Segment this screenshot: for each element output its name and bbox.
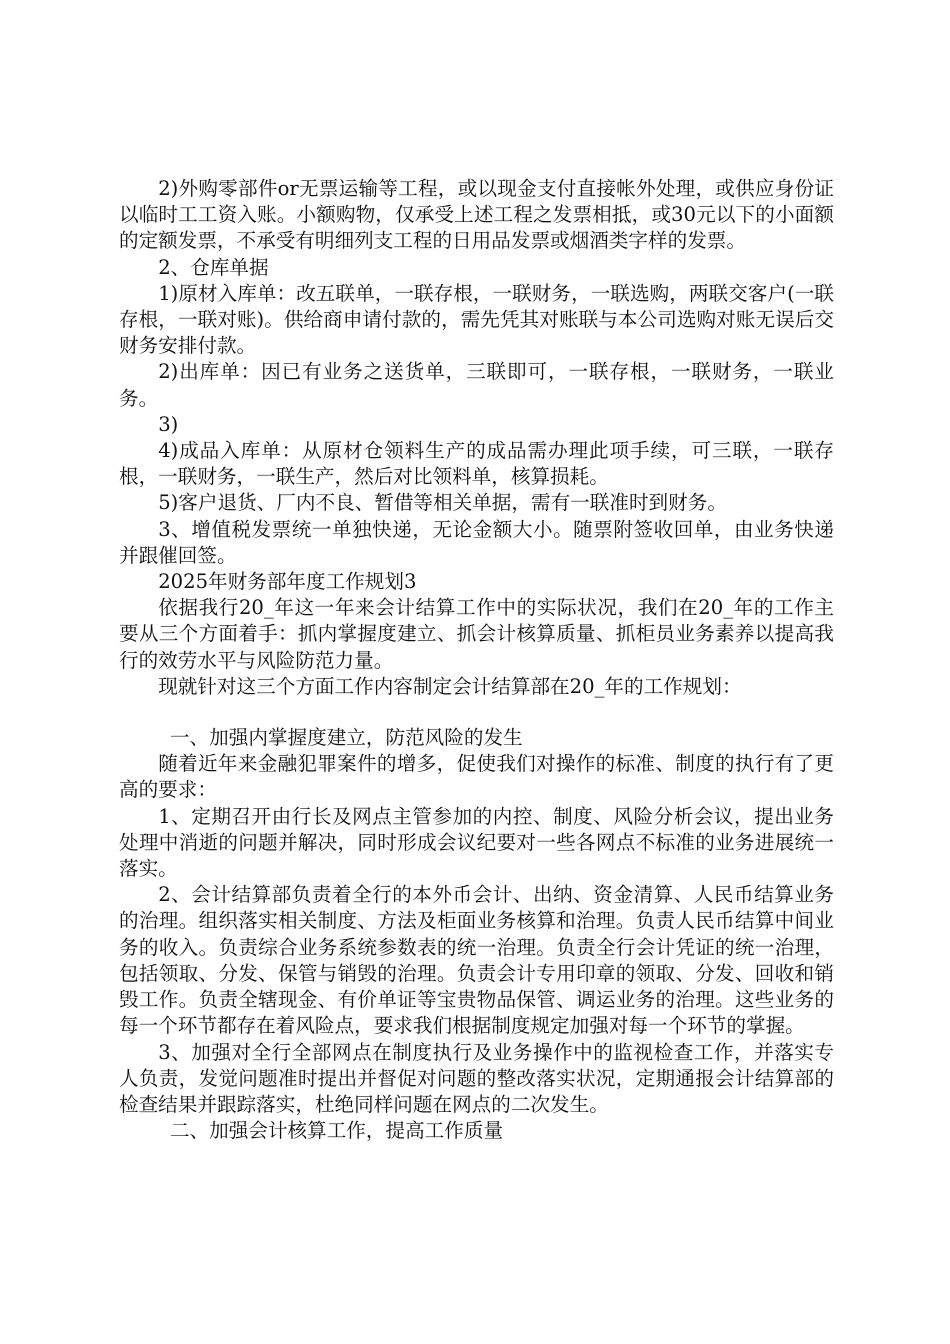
heading-warehouse-documents: 2、仓库单据	[158, 255, 269, 279]
paragraph-supervision-inspection: 3、加强对全行全部网点在制度执行及业务操作中的监视检查工作，并落实专人负责，发觉问题准时提出并督促对问题的整改落实状况，定期通报会计结算部的检查结果并跟踪落实，杜绝同样问题在网点的二次发生。	[119, 1040, 834, 1116]
paragraph-financial-crime: 随着近年来金融犯罪案件的增多，促使我们对操作的标准、制度的执行有了更高的要求：	[119, 752, 834, 802]
paragraph-item-3: 3)	[158, 412, 179, 436]
heading-internal-control: 一、加强内掌握度建立，防范风险的发生	[169, 726, 523, 750]
paragraph-regular-meetings: 1、定期召开由行长及网点主管参加的内控、制度、风险分析会议，提出业务处理中消逝的问题并解决，同时形成会议纪要对一些各网点不标准的业务进展统一落实。	[119, 804, 834, 881]
paragraph-plan-statement: 现就针对这三个方面工作内容制定会计结算部在20_年的工作规划：	[158, 674, 742, 698]
paragraph-outsourced-parts: 2)外购零部件or无票运输等工程，或以现金支付直接帐外处理，或供应身份证以临时工工资入账。小额购物，仅承受上述工程之发票相抵，或30元以下的小面额的定额发票，不承受有明细列支工程的日用品发票或烟酒类字样的发票。	[119, 177, 834, 253]
paragraph-customer-returns: 5)客户退货、厂内不良、暂借等相关单据，需有一联准时到财务。	[158, 491, 727, 515]
document-body	[119, 176, 834, 1144]
heading-accounting-quality: 二、加强会计核算工作，提高工作质量	[169, 1119, 504, 1143]
paragraph-vat-invoices: 3、增值税发票统一单独快递，无论金额大小。随票附签收回单，由业务快递并跟催回签。	[119, 517, 834, 567]
section-title-plan-3: 2025年财务部年度工作规划3	[158, 570, 417, 594]
paragraph-raw-material-receipt: 1)原材入库单：改五联单，一联存根，一联财务，一联选购，两联交客户(一联存根，一联对账)。供给商申请付款的，需先凭其对账联与本公司选购对账无误后交财务安排付款。	[119, 281, 834, 358]
paragraph-finished-goods-receipt: 4)成品入库单：从原材仓领料生产的成品需办理此项手续，可三联，一联存根，一联财务，一联生产，然后对比领料单，核算损耗。	[119, 439, 834, 489]
paragraph-introduction: 依据我行20_年这一年来会计结算工作中的实际状况，我们在20_年的工作主要从三个方面着手：抓内掌握度建立、抓会计核算质量、抓柜员业务素养以提高我行的效劳水平与风险防范力量。	[119, 596, 834, 672]
paragraph-outbound-slip: 2)出库单：因已有业务之送货单，三联即可，一联存根，一联财务，一联业务。	[119, 360, 834, 410]
paragraph-department-duties: 2、会计结算部负责着全行的本外币会计、出纳、资金清算、人民币结算业务的治理。组织落实相关制度、方法及柜面业务核算和治理。负责人民币结算中间业务的收入。负责综合业务系统参数表的统一治理。负责全行会计凭证的统一治理，包括领取、分发、保管与销毁的治理。负责会计专用印章的领取、分发、回收和销毁工作。负责全辖现金、有价单证等宝贵物品保管、调运业务的治理。这些业务的每一个环节都存在着风险点，要求我们根据制度规定加强对每一个环节的掌握。	[119, 883, 834, 1038]
